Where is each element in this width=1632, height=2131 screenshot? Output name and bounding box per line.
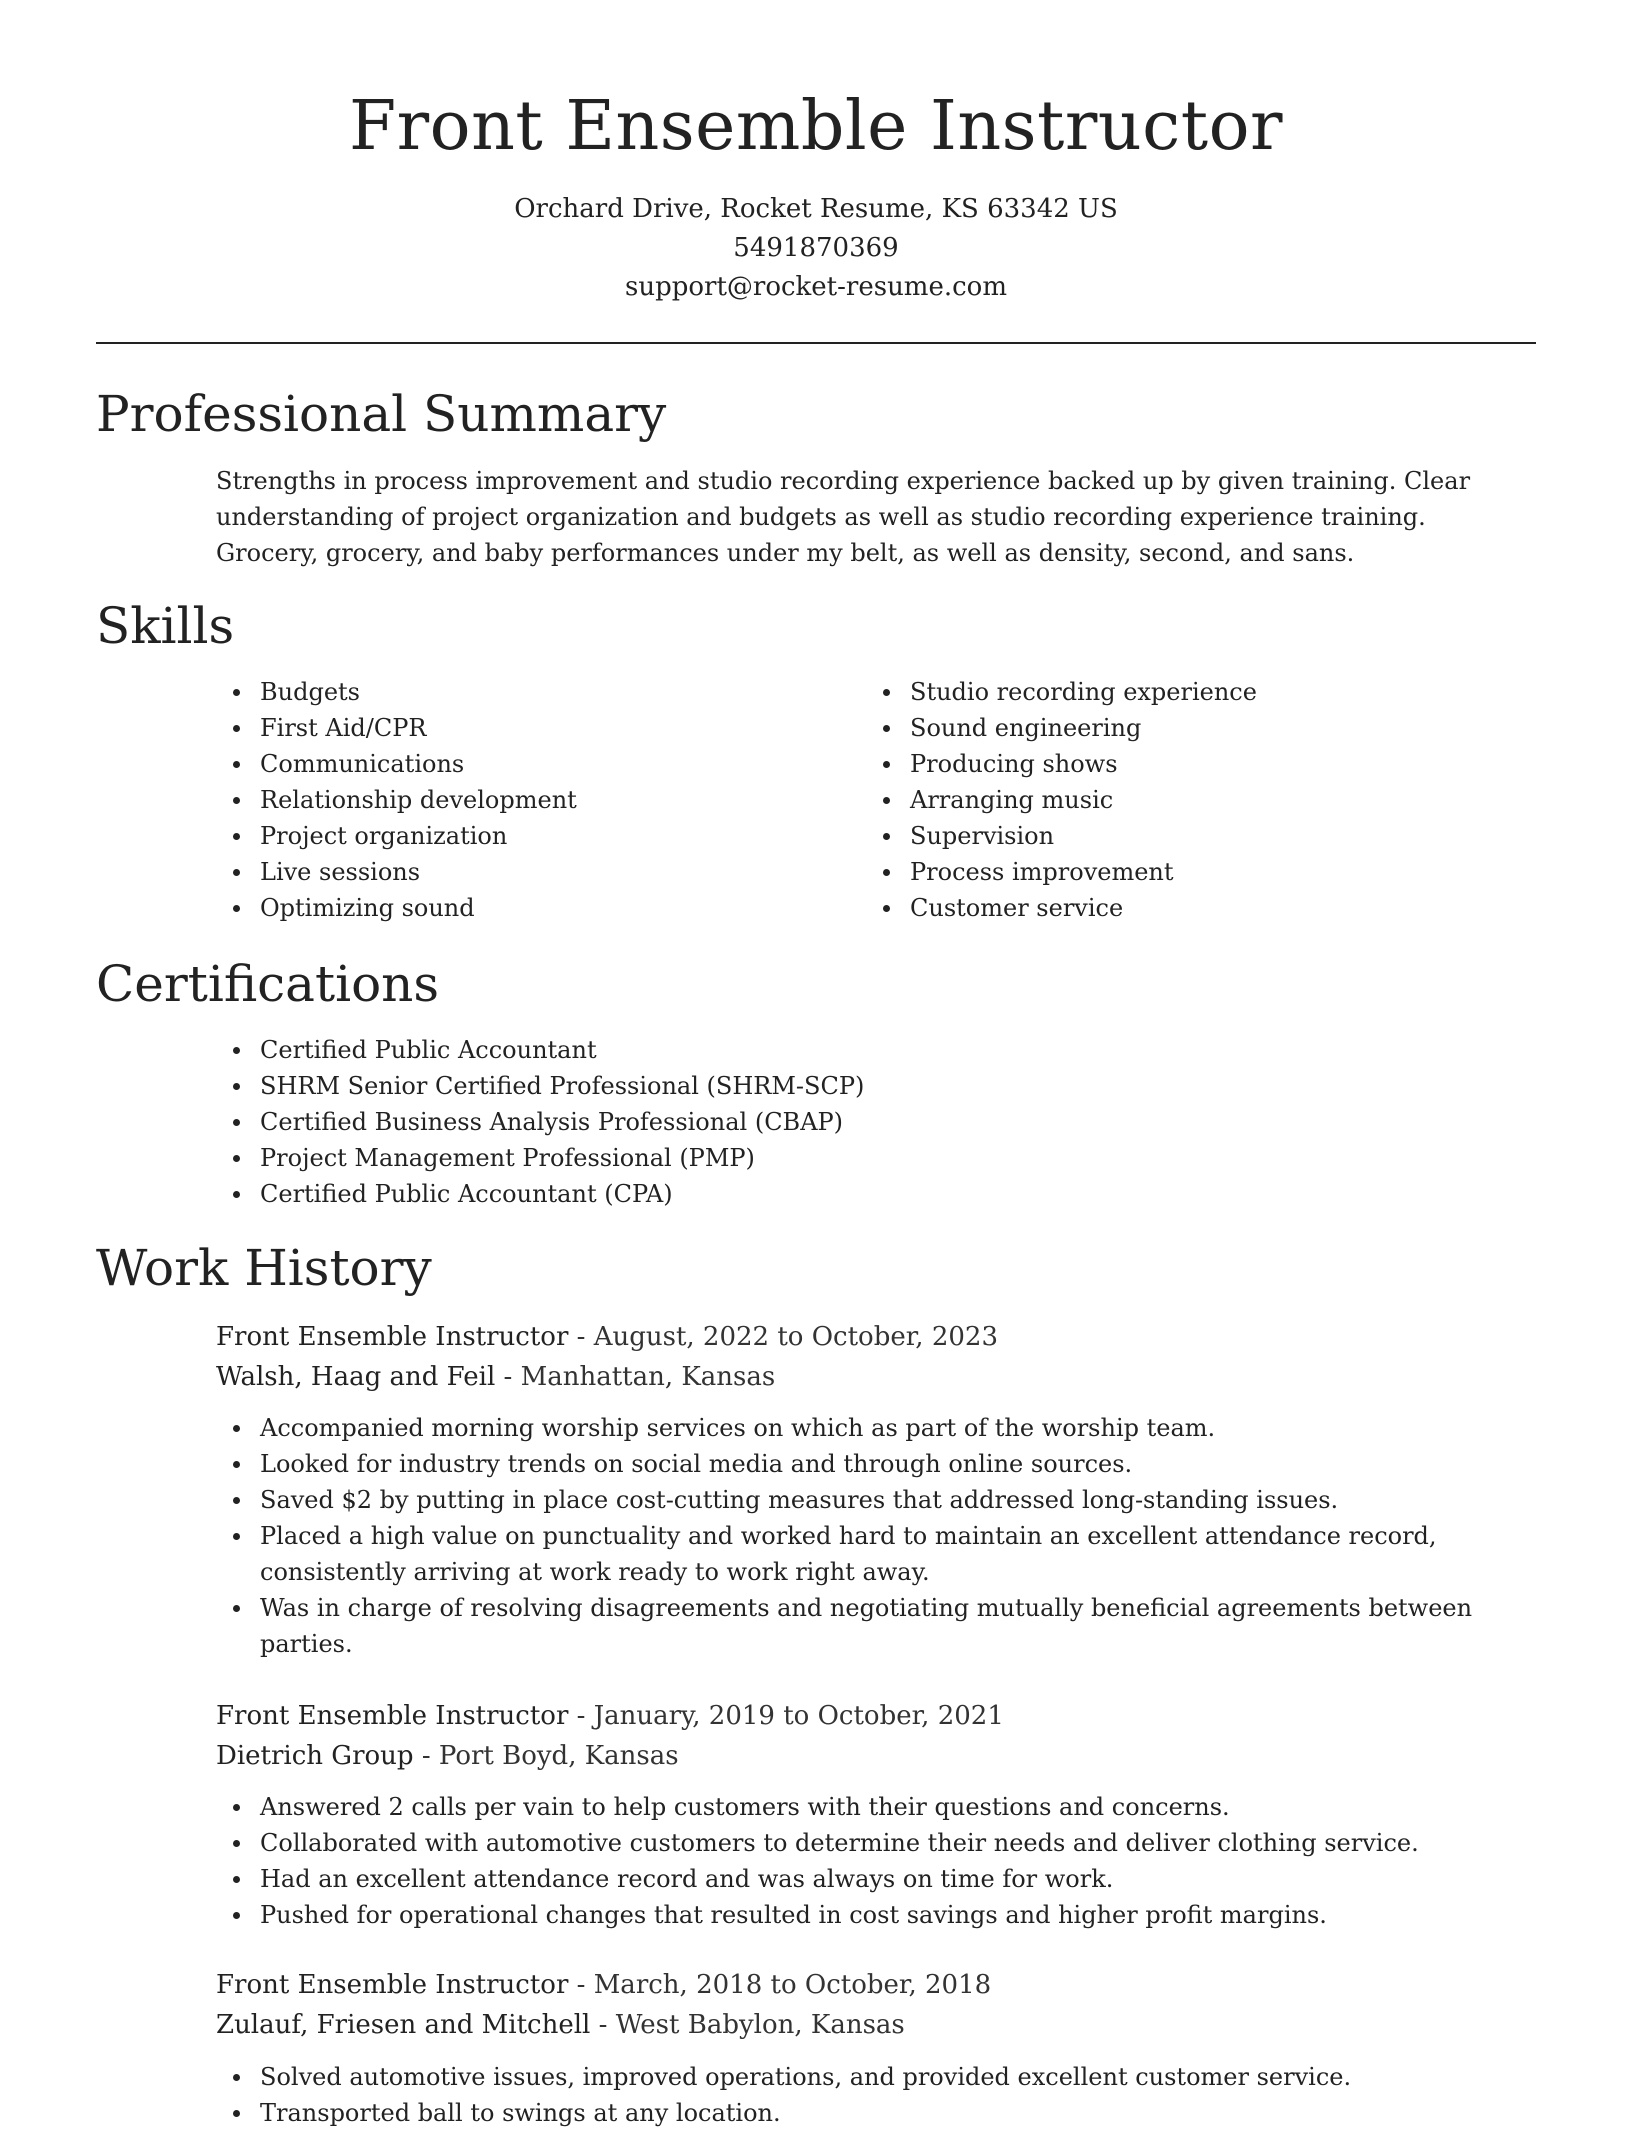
job-title: Front Ensemble Instructor xyxy=(216,1322,569,1352)
section-title-certifications: Certifications xyxy=(96,955,440,1013)
job-company: Dietrich Group xyxy=(216,1741,414,1771)
list-item: Was in charge of resolving disagreements and negotiating mutually beneficial agreements between parties. xyxy=(260,1590,1520,1662)
job-location: - West Babylon, Kansas xyxy=(590,2010,905,2040)
list-item: Customer service xyxy=(910,890,1530,926)
job-title-line xyxy=(216,1696,1004,1736)
list-item: Transported ball to swings at any location. xyxy=(260,2095,1560,2131)
list-item: Looked for industry trends on social media and through online sources. xyxy=(260,1446,1520,1482)
list-item: Process improvement xyxy=(910,854,1530,890)
section-title-skills: Skills xyxy=(96,597,235,655)
candidate-name: Front Ensemble Instructor xyxy=(348,87,1284,166)
list-item: Project organization xyxy=(260,818,820,854)
list-item: Communications xyxy=(260,746,820,782)
list-item: Optimizing sound xyxy=(260,890,820,926)
list-item: Live sessions xyxy=(260,854,820,890)
list-item: Studio recording experience xyxy=(910,674,1530,710)
job-title-line xyxy=(216,1965,991,2005)
list-item: Pushed for operational changes that resulted in cost savings and higher profit margins. xyxy=(260,1897,1560,1933)
list-item: Certified Public Accountant xyxy=(260,1032,1560,1068)
job-company: Zulauf, Friesen and Mitchell xyxy=(216,2010,591,2040)
list-item: SHRM Senior Certified Professional (SHRM-SCP) xyxy=(260,1068,1560,1104)
job-dates: - August, 2022 to October, 2023 xyxy=(568,1322,998,1352)
job-dates: - January, 2019 to October, 2021 xyxy=(568,1701,1004,1731)
list-item: Project Management Professional (PMP) xyxy=(260,1140,1560,1176)
list-item: Sound engineering xyxy=(910,710,1530,746)
job-dates: - March, 2018 to October, 2018 xyxy=(568,1970,992,2000)
job-title-line xyxy=(216,1317,998,1357)
job-title: Front Ensemble Instructor xyxy=(216,1970,569,2000)
job-duties-list xyxy=(216,1410,1520,1662)
list-item: Producing shows xyxy=(910,746,1530,782)
list-item: Arranging music xyxy=(910,782,1530,818)
job-company-line xyxy=(216,1736,679,1776)
section-title-summary: Professional Summary xyxy=(96,385,667,443)
list-item: Answered 2 calls per vain to help customers with their questions and concerns. xyxy=(260,1789,1560,1825)
section-title-work-history: Work History xyxy=(96,1239,432,1297)
summary-text: Strengths in process improvement and studio recording experience backed up by given training. Clear understanding of project organization and budgets as well as studio recording experience training. Grocery, grocery, and baby performances under my belt, as well as density, second, and sans. xyxy=(216,467,1471,567)
skills-list-right xyxy=(866,674,1530,926)
list-item: Had an excellent attendance record and was always on time for work. xyxy=(260,1861,1560,1897)
list-item: Certified Public Accountant (CPA) xyxy=(260,1176,1560,1212)
header-divider xyxy=(96,342,1536,344)
list-item: Supervision xyxy=(910,818,1530,854)
job-company-line xyxy=(216,1357,775,1397)
job-duties-list xyxy=(216,2059,1560,2131)
list-item: Accompanied morning worship services on which as part of the worship team. xyxy=(260,1410,1520,1446)
list-item: Solved automotive issues, improved operations, and provided excellent customer service. xyxy=(260,2059,1560,2095)
list-item: Placed a high value on punctuality and worked hard to maintain an excellent attendance record, consistently arriving at work ready to work right away. xyxy=(260,1518,1520,1590)
list-item: First Aid/CPR xyxy=(260,710,820,746)
job-company-line xyxy=(216,2005,905,2045)
job-title: Front Ensemble Instructor xyxy=(216,1701,569,1731)
list-item: Saved $2 by putting in place cost-cutting measures that addressed long-standing issues. xyxy=(260,1482,1520,1518)
phone: 5491870369 xyxy=(733,233,899,263)
address: Orchard Drive, Rocket Resume, KS 63342 US xyxy=(514,194,1118,224)
job-duties-list xyxy=(216,1789,1560,1933)
job-location: - Manhattan, Kansas xyxy=(495,1362,776,1392)
list-item: Relationship development xyxy=(260,782,820,818)
list-item: Budgets xyxy=(260,674,820,710)
contact-info xyxy=(0,190,1632,307)
job-company: Walsh, Haag and Feil xyxy=(216,1362,496,1392)
skills-list-left xyxy=(216,674,820,926)
list-item: Certified Business Analysis Professional (CBAP) xyxy=(260,1104,1560,1140)
email: support@rocket-resume.com xyxy=(624,272,1007,302)
certifications-list xyxy=(216,1032,1560,1212)
list-item: Collaborated with automotive customers to determine their needs and deliver clothing service. xyxy=(260,1825,1560,1861)
job-location: - Port Boyd, Kansas xyxy=(413,1741,679,1771)
